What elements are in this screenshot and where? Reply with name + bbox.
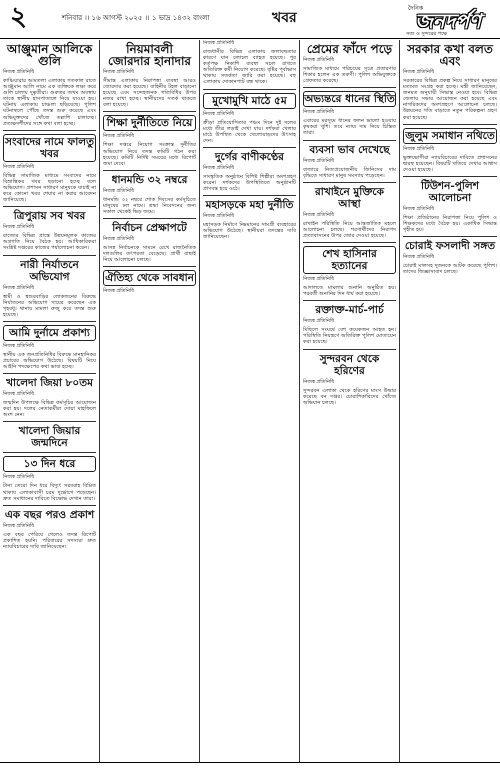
article <box>303 246 396 297</box>
article-divider <box>3 206 96 207</box>
article-divider <box>3 255 96 256</box>
page-number: ২ <box>10 2 27 32</box>
article <box>103 270 196 296</box>
article-headline: ঐতিহ্য থেকে সাবধান <box>103 270 196 286</box>
article-byline: নিজস্ব প্রতিনিধি <box>3 163 35 170</box>
article-divider <box>3 421 96 422</box>
article-divider <box>3 505 96 506</box>
article-headline: সুন্দরবন থেকে হরিণের <box>319 352 380 377</box>
article-byline: নিজস্ব প্রতিনিধি <box>303 211 335 218</box>
article-byline: নিজস্ব প্রতিনিধি <box>3 342 35 349</box>
article <box>203 199 296 240</box>
article-divider <box>403 236 497 237</box>
article-headline: নির্বাচন প্রেক্ষাপটে <box>112 222 187 235</box>
article <box>303 353 396 406</box>
column-rule <box>299 40 300 762</box>
article-divider <box>303 140 396 141</box>
article-byline: নিজস্ব প্রতিনিধি <box>103 187 135 194</box>
article-divider <box>103 170 196 171</box>
article-headline: রাখাইনে মুক্তিকে আস্থা <box>315 185 384 210</box>
article-divider <box>3 452 96 453</box>
article-headline: শিক্ষা দুর্নীতিতে নিয়ে <box>103 115 196 131</box>
article <box>403 180 497 233</box>
article <box>3 210 96 251</box>
article <box>103 43 196 108</box>
article-headline: সরকার কখা বলত এবং <box>407 42 493 68</box>
article <box>303 43 396 84</box>
article-headline: নারী নির্যাতনে অভিযোগ <box>20 258 79 283</box>
article-body: চোরাই মালসহ দুজনকে আটক করেছে পুলিশ। তাদের জিজ্ঞাসাবাদ চলছে। <box>403 263 497 276</box>
article-divider <box>303 182 396 183</box>
article-headline: অভ্যন্তরে ধানের স্থিতি <box>304 93 395 106</box>
article-headline: আঞ্জুমান আলিকে গুলি <box>6 42 93 68</box>
article-byline: নিজস্ব প্রতিনিধি <box>403 69 435 75</box>
article-headline: ত্রিপুরায় সব খবর <box>13 210 86 223</box>
article-headline: এক বছর পরও প্রকাশ <box>4 508 95 521</box>
article <box>3 325 96 370</box>
dateline: শনিবার ।। ১৬ আগস্ট ২০২৫ ।। ১ ভাদ্র ১৪৩২ বাংলা <box>62 14 210 22</box>
article-headline: ধানমন্ডি ৩২ নম্বরে <box>111 173 188 186</box>
article-byline: নিজস্ব প্রতিনিধি <box>403 254 435 261</box>
article-byline: নিজস্ব প্রতিনিধি <box>403 145 435 152</box>
article-headline: জুলুম সমাধান নথিতে <box>403 128 497 144</box>
article-headline: রক্তাক্ত-মার্চ-পার্চ <box>315 304 384 317</box>
column-rule <box>99 40 100 762</box>
article-headline: টিউশন-পুলিশ আলোচনা <box>421 179 479 204</box>
article-headline: চোরাই ফসলাদী সঙ্গত <box>404 240 496 253</box>
article <box>403 240 497 275</box>
article-body: রাখাইন পরিস্থিতি নিয়ে আন্তর্জাতিক মহলে আলোচনা চলছে। শরণার্থীদের নিরাপদ প্রত্যাবাসনের উপর জোর দেওয়া হয়েছে। <box>303 220 396 239</box>
article-headline: খালেদা জিয়া ৮০তম <box>6 377 93 390</box>
article-body: আসন্ন নির্বাচনকে সামনে রেখে রাজনৈতিক দলগুলির তৎপরতা বেড়েছে। প্রার্থী বাছাই নিয়ে আলোচনা চলছে। <box>103 245 196 264</box>
article <box>203 93 296 144</box>
masthead-tag: দৈনিক <box>408 5 424 12</box>
article <box>3 43 96 127</box>
article <box>403 43 497 121</box>
article-body: মিছিলে সংঘর্ষে বেশ কয়েকজন আহত হন। পরিস্থিতি নিয়ন্ত্রণে অতিরিক্ত পুলিশ মোতায়েন করা হয়েছে। <box>303 327 396 346</box>
article <box>103 115 196 166</box>
article <box>3 259 96 318</box>
article-byline: নিজস্ব প্রতিনিধি <box>3 69 35 75</box>
article-headline: আমি দুর্নামে প্রকাশ্য <box>3 325 96 341</box>
article-body: শিক্ষা প্রতিষ্ঠানের নিরাপত্তা নিয়ে পুলিশ ও শিক্ষকদের মধ্যে বৈঠক হয়। একাধিক সিদ্ধান্ত গৃহীত হয়। <box>403 214 497 234</box>
article-body: রাজ্যের বিভিন্ন প্রান্তে উন্নয়নমূলক কাজের অগ্রগতি নিয়ে বৈঠক হয়। আধিকারিকরা সংশ্লিষ্ট দপ্তরের কাজের পর্যালোচনা করেন। <box>3 233 96 252</box>
article-body: সামাজিক মাধ্যমে পরিচয়ের সূত্রে প্রতারণার শিকার হলেন এক তরুণী। পুলিশ অভিযুক্তকে গ্রেফতার করেছে। <box>303 66 396 85</box>
article <box>403 128 497 173</box>
article <box>303 186 396 239</box>
article-divider <box>303 87 396 88</box>
column-4 <box>303 40 396 762</box>
article <box>3 425 96 449</box>
article <box>303 91 396 136</box>
article <box>303 304 396 345</box>
article <box>103 174 196 215</box>
article-body: এবারের মরসুমে ধানের ফলন ভালো হওয়ায় কৃষকরা খুশি। তবে ন্যায্য দাম নিয়ে চিন্তিত তারা। <box>303 118 396 137</box>
article-headline: সংবাদের নামে ফালতু খবর <box>3 134 96 162</box>
article-body: স্থানীয় এক জনপ্রতিনিধির বিরুদ্ধে মানহানিকর প্রচারের অভিযোগ উঠেছে। বিষয়টি নিয়ে আইনি পদক্ষেপের কথা ভাবা হচ্ছে। <box>3 351 96 371</box>
article-body: রাজধানীর বিভিন্ন এলাকায় জলাবদ্ধতার কারণে যান চলাচল ব্যাহত হয়েছে। পুর কর্তৃপক্ষ নিকাশি ব্যবস্থা সচল রাখতে অতিরিক্ত কর্মী নিয়োগ করেছে। বৃষ্টির পূর্বাভাস থাকায় সতর্কতা জারি করা হয়েছে। বহু এলাকায় দোকানপাট বন্ধ থাকে। <box>203 49 296 86</box>
masthead-subtitle: সত্য ও সুন্দরের পক্ষে <box>406 31 448 37</box>
article-body: টানা তেরো দিন ধরে বিদ্যুৎ সরবরাহ বিঘ্নিত থাকায় এলাকাবাসী চরম দুর্ভোগে পড়েছেন। দ্রুত সমাধানের দাবিতে বিক্ষোভ দেখান তারা। <box>3 483 96 502</box>
article-divider <box>303 300 396 301</box>
article-divider <box>303 349 396 350</box>
article <box>3 377 96 418</box>
article-byline: নিজস্ব প্রতিনিধি <box>303 318 335 325</box>
article <box>3 134 96 203</box>
article-headline: নিয়মাবলী জোরদার হানাদার <box>107 42 192 68</box>
column-rule <box>399 40 400 762</box>
article-body: ভুক্তভোগীরা ন্যায়বিচারের দাবিতে প্রশাসনের দ্বারস্থ হয়েছেন। বিষয়টি খতিয়ে দেখার আশ্বাস দেওয়া হয়েছে। <box>403 154 497 173</box>
article-body: সীমান্ত এলাকায় নিরাপত্তা ব্যবস্থা আরও জোরদার করা হয়েছে। বাহিনীর টহল বাড়ানো হয়েছে এবং সন্দেহজনক গতিবিধির উপর নজর রাখা হচ্ছে। স্থানীয়দের সতর্ক থাকতে বলা হয়েছে। <box>103 78 196 109</box>
article-divider <box>103 218 196 219</box>
article-headline: শেখ হাসিনার হত্যানের <box>303 246 396 274</box>
article-byline: নিজস্ব প্রতিনিধি <box>303 378 335 385</box>
article-body: বিভিন্ন সামাজিক মাধ্যমে সংবাদের নামে বিভ্রান্তিকর খবর ছড়ানো হচ্ছে বলে অভিযোগ। প্রশাসন সাধারণ মানুষকে যাচাই না করে কোনো খবর শেয়ার না করার আবেদন জানিয়েছে। <box>3 172 96 204</box>
masthead-logo: জনদর্পণ <box>414 9 481 33</box>
article-byline: নিজস্ব প্রতিনিধি <box>203 110 235 117</box>
article-byline: নিজস্ব প্রতিনিধি <box>103 288 135 295</box>
article-body: বাজারে নিত্যপ্রয়োজনীয় জিনিসের দাম বৃদ্ধিতে সাধারণ মানুষ সমস্যায় পড়েছেন। <box>303 166 396 179</box>
article-divider <box>103 266 196 267</box>
article-divider <box>403 124 497 125</box>
article-byline: নিজস্ব প্রতিনিধি <box>403 205 435 212</box>
article-body: ধানমন্ডি ৩২ নম্বরে শোক দিবসের কর্মসূচিতে মানুষের ঢল নামে। শ্রদ্ধা নিবেদনের জন্য সকাল থেকেই ভিড় জমে। <box>103 196 196 216</box>
article-byline: নিজস্ব প্রতিনিধি <box>3 391 35 398</box>
article-divider <box>3 373 96 374</box>
article-byline: নিজস্ব প্রতিনিধি <box>203 40 235 46</box>
article-byline: নিজস্ব প্রতিনিধি <box>303 157 335 164</box>
column-2 <box>103 40 196 762</box>
article-byline: নিজস্ব প্রতিনিধি <box>103 133 135 140</box>
article-body: এক বছর পেরিয়ে গেলেও তদন্ত রিপোর্ট প্রকাশিত হয়নি। পরিবারের সদস্যরা দ্রুত ন্যায়বিচারের দাবি জানিয়েছেন। <box>3 531 96 550</box>
article <box>203 40 296 86</box>
article-byline: নিজস্ব প্রতিনিধি <box>3 224 35 231</box>
article-headline: প্রেমের ফাঁদে পড়ে <box>306 42 393 56</box>
article-byline: নিজস্ব প্রতিনিধি <box>303 109 335 116</box>
article-byline: নিজস্ব প্রতিনিধি <box>303 57 335 63</box>
article <box>3 509 96 550</box>
article <box>203 151 296 192</box>
column-5 <box>403 40 497 762</box>
article-body: সরকারের বিভিন্ন প্রকল্প নিয়ে সাধারণ মানুষের মতামত সংগ্রহ করা হচ্ছে। মন্ত্রী জানিয়েছেন, জনমত অনুযায়ী সিদ্ধান্ত নেওয়া হবে। বিভিন্ন জেলায় সভার আয়োজন করা হয়েছে এবং নাগরিকদের অংশগ্রহণে আলোচনা চলছে। উন্নয়নের গতি বাড়াতে নতুন পরিকল্পনা গ্রহণ করা হয়েছে। <box>403 78 497 121</box>
article-byline: নিজস্ব প্রতিনিধি <box>103 236 135 243</box>
article-body: মহাসড়ক নির্মাণে নিম্নমানের সামগ্রী ব্যবহারের অভিযোগ উঠেছে। স্থানীয়রা তদন্তের দাবি জানিয়েছেন। <box>203 222 296 241</box>
article-divider <box>203 89 296 90</box>
article-headline: মহাসড়কে মহা দুর্নীতি <box>205 199 294 212</box>
column-3 <box>203 40 296 762</box>
article-headline: ব্যবসা ভাব দেখেছে <box>309 143 390 156</box>
article-body: কাঞ্চিয়ারার আমতলা এলাকায় গতকাল রাতে আঞ্জুমান আলি নামে এক ব্যক্তিকে লক্ষ্য করে গুলি চালায় দুষ্কৃতীরা। গুরুতর জখম অবস্থায় তাকে স্থানীয় হাসপাতালে নিয়ে যাওয়া হয়। ঘটনায় এলাকায় চাঞ্চল্য ছড়িয়েছে। পুলিশ ঘটনাস্থলে পৌঁছে তদন্ত শুরু করেছে এবং অভিযুক্তদের খোঁজে তল্লাশি চালাচ্ছে। প্রত্যক্ষদর্শীদের সঙ্গে কথা বলা হচ্ছে। <box>3 78 96 127</box>
article <box>303 144 396 179</box>
article-byline: নিজস্ব প্রতিনিধি <box>3 284 35 291</box>
article-divider <box>103 111 196 112</box>
article-byline: নিজস্ব প্রতিনিধি <box>303 276 335 283</box>
article-byline: নিজস্ব প্রতিনিধি <box>203 213 235 220</box>
column-1 <box>3 40 96 762</box>
article-headline: মুখোমুখি মাঠে ৫ম <box>203 93 296 109</box>
article-headline: দুর্গের বাণীকণ্ঠের <box>215 150 284 163</box>
column-rule <box>199 40 200 762</box>
article-byline: নিজস্ব প্রতিনিধি <box>3 522 35 529</box>
article-divider <box>203 195 296 196</box>
article-body: জন্মদিন উপলক্ষে বিভিন্ন কর্মসূচির আয়োজন করা হয়। দলের নেতাকর্মীরা দোয়া মাহফিলে অংশ নেন। <box>3 400 96 419</box>
article-body: আদালতে মামলার শুনানি অনুষ্ঠিত হয়। পরবর্তী শুনানির দিন ধার্য করা হয়েছে। <box>303 285 396 298</box>
article-body: সুন্দরবন এলাকা থেকে হরিণের মাংস উদ্ধার করেছে বন দপ্তর। চোরাশিকারিদের খোঁজে অভিযান চলছে। <box>303 387 396 406</box>
article <box>3 456 96 501</box>
article-headline: খালেদা জিয়ার জন্মদিনে <box>18 425 81 450</box>
article <box>103 222 196 263</box>
article-divider <box>3 130 96 131</box>
article-body: শিক্ষা দপ্তরে নিয়োগ সংক্রান্ত দুর্নীতির অভিযোগ নিয়ে তদন্ত কমিটি গঠন করা হয়েছে। কমিটি নির্দিষ্ট সময়ের মধ্যে রিপোর্ট জমা দেবে। <box>103 142 196 167</box>
section-title: খবর <box>272 10 297 26</box>
page-header <box>0 0 500 39</box>
article-divider <box>203 147 296 148</box>
article-byline: নিজস্ব প্রতিনিধি <box>3 474 35 481</box>
article-divider <box>303 242 396 243</box>
article-divider <box>3 321 96 322</box>
article-byline: নিজস্ব প্রতিনিধি <box>103 69 135 75</box>
article-headline: ১৩ দিন ধরে <box>3 456 96 472</box>
article-body: স্বামী ও শ্বশুরবাড়ির লোকজনের বিরুদ্ধে নির্যাতনের অভিযোগ দায়ের করেছেন এক গৃহবধূ। থানায় মামলা রুজু করে তদন্ত শুরু হয়েছে। <box>3 293 96 318</box>
article-body: সাংস্কৃতিক অনুষ্ঠানে বিশিষ্ট শিল্পীরা অংশগ্রহণ করেন। দর্শকদের উপস্থিতিতে অনুষ্ঠানটি প্রাণবন্ত হয়ে ওঠে। <box>203 173 296 193</box>
footer-rule <box>0 762 500 763</box>
article-byline: নিজস্ব প্রতিনিধি <box>203 164 235 171</box>
article-divider <box>403 176 497 177</box>
article-body: ক্রীড়া প্রতিযোগিতার পঞ্চম দিনে দুই দলের মধ্যে তীব্র লড়াই দেখা যায়। দর্শকরা খেলার মাঠে উপস্থিত থেকে খেলোয়াড়দের উৎসাহ দেন। <box>203 119 296 144</box>
